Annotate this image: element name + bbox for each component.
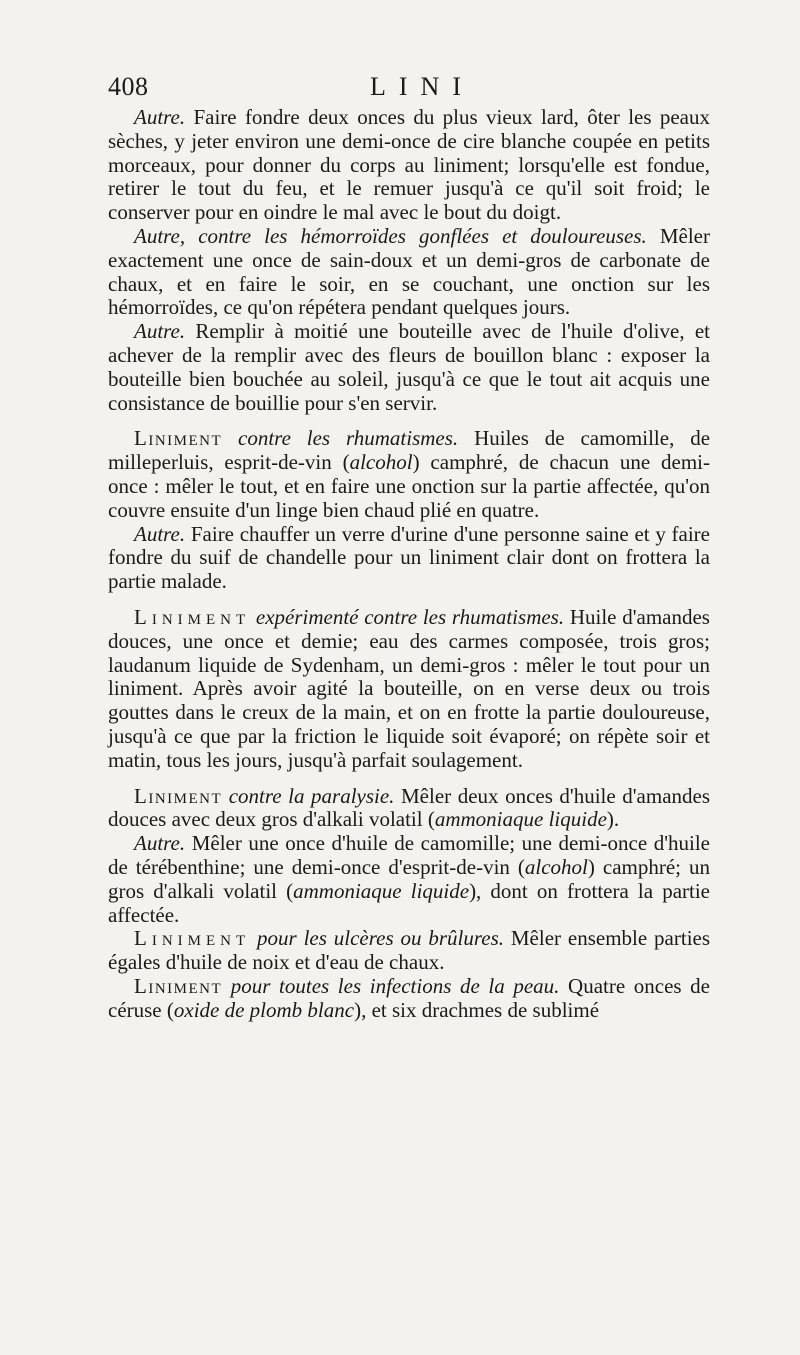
paragraph-text: Faire chauffer un verre d'urine d'une personne saine et y faire fondre du suif de chandelle pour un liniment clair dont on frottera la partie malade. — [108, 521, 710, 594]
paragraph — [108, 106, 710, 225]
page-number: 408 — [108, 72, 149, 101]
paragraph-text: ), dont on frottera la partie affectée. — [108, 878, 711, 927]
page-header — [108, 72, 708, 104]
italic-term: oxide de plomb blanc — [173, 997, 355, 1022]
italic-term: ammoniaque liquide — [434, 807, 607, 832]
paragraph-text: ), et six drachmes de sublimé — [354, 997, 600, 1022]
paragraph-lead: Autre, contre les hémorroïdes gonflées et douloureuses. — [134, 223, 647, 248]
italic-term: alcohol — [349, 450, 413, 475]
paragraph-lead: Autre. — [134, 831, 186, 856]
entry-heading: Liniment — [134, 783, 223, 808]
paragraph-lead: expérimenté contre les rhumatismes. — [255, 604, 565, 629]
paragraph-lead: contre la paralysie. — [228, 783, 395, 808]
entry-heading: Liniment — [134, 926, 251, 951]
paragraph — [108, 320, 710, 415]
entry-heading: Liniment — [134, 973, 223, 998]
paragraph-text: ) camphré; un gros d'alkali volatil ( — [108, 854, 710, 903]
paragraph-lead: contre les rhumatismes. — [238, 426, 459, 451]
paragraph-text: ) camphré, de chacun une demi-once : mêler le tout, et en faire une onction sur la partie affectée, qu'on couvre ensuite d'un linge bien chaud plié en quatre. — [108, 450, 710, 522]
running-title: LINI — [370, 72, 474, 101]
paragraph — [108, 785, 710, 833]
paragraph — [108, 606, 710, 773]
entry-heading: Liniment — [134, 426, 223, 451]
paragraph — [108, 427, 710, 522]
paragraph-lead: pour les ulcères ou brûlures. — [257, 926, 504, 951]
paragraph-text: Mêler deux onces d'huile d'amandes douces avec deux gros d'alkali volatil ( — [108, 783, 711, 832]
italic-term: ammoniaque liquide — [293, 878, 470, 903]
paragraph-text: Mêler une once d'huile de camomille; une demi-once d'huile de térébenthine; une demi-once d'esprit-de-vin ( — [108, 831, 711, 879]
paragraph — [108, 927, 710, 975]
paragraph-text: Mêler ensemble parties égales d'huile de noix et d'eau de chaux. — [108, 926, 711, 975]
paragraph-lead: Autre. — [134, 105, 186, 129]
paragraph-text: Faire fondre deux onces du plus vieux lard, ôter les peaux sèches, y jeter environ une demi-once de cire blanche coupée en petits morceaux, pour donner du corps au liniment; lorsqu'elle est fondue, retirer le tout du feu, et le remuer jusqu'à ce qu'il soit froid; le conserver pour en oindre le mal avec le bout du doigt. — [108, 105, 710, 225]
italic-term: alcohol — [524, 854, 588, 879]
entry-heading: Liniment — [134, 604, 251, 629]
paragraph — [108, 832, 710, 927]
paragraph-text: ). — [606, 807, 620, 832]
paragraph-text: Mêler exactement une once de sain-doux et un demi-gros de carbonate de chaux, et en faire le soir, en se couchant, une onction sur les hémorroïdes, ce qu'on répétera pendant quelques jours. — [108, 223, 710, 320]
paragraph — [108, 225, 710, 320]
paragraph — [108, 975, 710, 1023]
paragraph-lead: pour toutes les infections de la peau. — [230, 973, 560, 998]
paragraph-text: Remplir à moitié une bouteille avec de l'huile d'olive, et achever de la remplir avec des fleurs de bouillon blanc : exposer la bouteille bien bouchée au soleil, jusqu'à ce que le tout ait acquis une consistance de bouillie pour s'en servir. — [108, 319, 711, 415]
paragraph-text: Huile d'amandes douces, une once et demie; eau des carmes composée, trois gros; laudanum liquide de Sydenham, un demi-gros : mêler le tout pour un liniment. Après avoir agité la bouteille, on en verse deux ou trois gouttes dans le creux de la main, et on en frotte la partie douloureuse, jusqu'à ce que par la friction le liquide soit évaporé; on répète soir et matin, tous les jours, jusqu'à parfait soulagement. — [108, 604, 710, 772]
body-text — [108, 106, 710, 1022]
paragraph-text: Huiles de camomille, de milleperluis, esprit-de-vin ( — [108, 426, 711, 475]
paragraph-lead: Autre. — [134, 521, 186, 546]
paragraph — [108, 523, 710, 594]
paragraph-text: Quatre onces de céruse ( — [108, 973, 711, 1022]
paragraph-lead: Autre. — [134, 319, 186, 344]
